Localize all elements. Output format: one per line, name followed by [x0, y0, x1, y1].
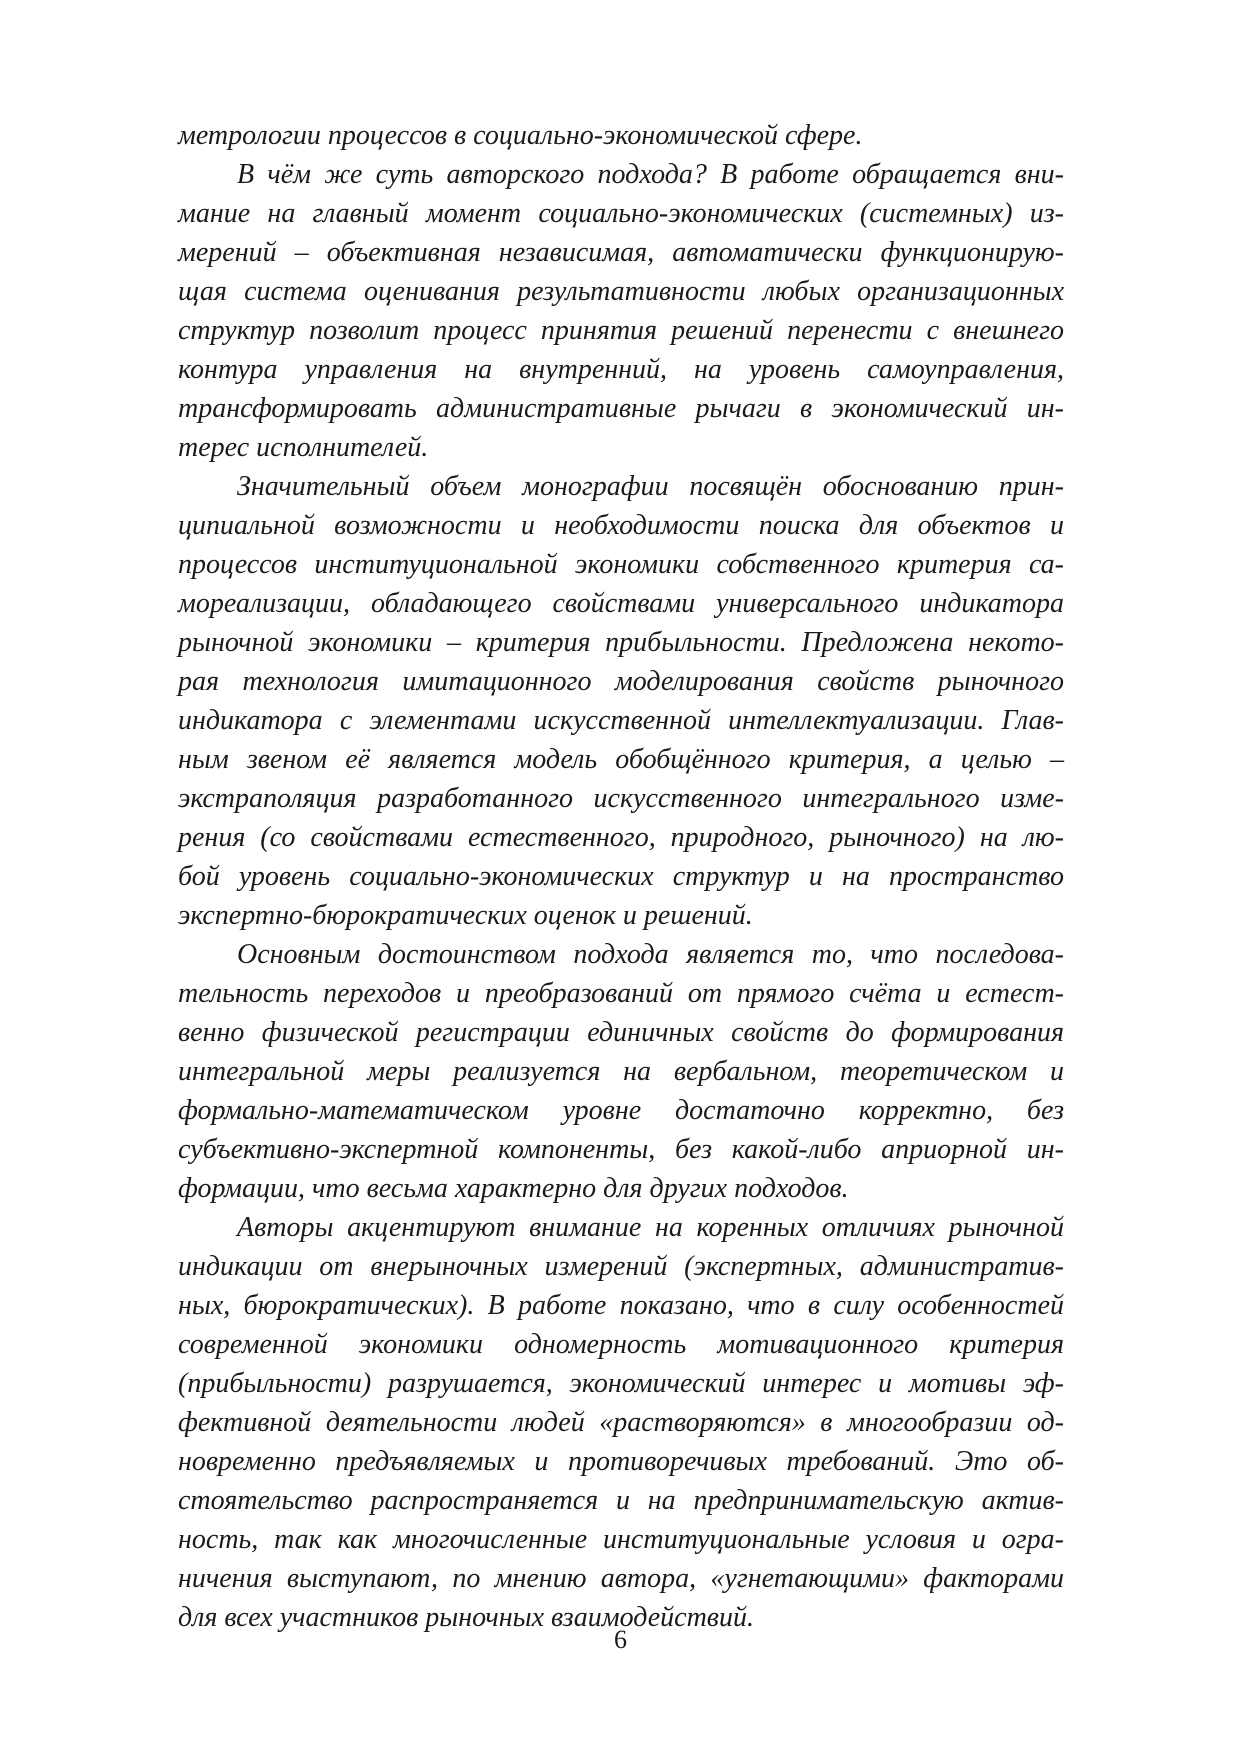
text-line: ничения выступают, по мнению автора, «угнетающими» факторами — [178, 1563, 1064, 1594]
text-line: фективной деятельности людей «растворяются» в многообразии од- — [178, 1407, 1064, 1438]
text-line: мореализации, обладающего свойствами универсального индикатора — [178, 588, 1064, 619]
text-line: формально-математическом уровне достаточно корректно, без — [178, 1095, 1064, 1126]
page-number: 6 — [614, 1625, 627, 1654]
text-line: мерений – объективная независимая, автоматически функционирую- — [178, 237, 1064, 268]
text-line: рая технология имитационного моделирования свойств рыночного — [178, 666, 1064, 697]
text-line: Основным достоинством подхода является то, что последова- — [237, 939, 1064, 970]
text-line: рения (со свойствами естественного, природного, рыночного) на лю- — [178, 822, 1064, 853]
text-line: интегральной меры реализуется на вербальном, теоретическом и — [178, 1056, 1064, 1087]
text-line: новременно предъявляемых и противоречивых требований. Это об- — [178, 1446, 1064, 1477]
text-line: экспертно-бюрократических оценок и решений. — [178, 900, 753, 931]
text-line: формации, что весьма характерно для других подходов. — [178, 1173, 849, 1204]
text-line: индикации от внерыночных измерений (экспертных, административ- — [178, 1251, 1064, 1282]
text-line: ципиальной возможности и необходимости поиска для объектов и — [178, 510, 1064, 541]
text-line: стоятельство распространяется и на предпринимательскую актив- — [178, 1485, 1064, 1516]
text-line: терес исполнителей. — [178, 432, 429, 463]
text-line: Авторы акцентируют внимание на коренных отличиях рыночной — [237, 1212, 1064, 1243]
text-line: индикатора с элементами искусственной интеллектуализации. Глав- — [178, 705, 1064, 736]
body-text — [178, 116, 1064, 1637]
text-line: экстраполяция разработанного искусственного интегрального изме- — [178, 783, 1064, 814]
text-line: контура управления на внутренний, на уровень самоуправления, — [178, 354, 1064, 385]
text-line: ность, так как многочисленные институциональные условия и огра- — [178, 1524, 1064, 1555]
text-line: субъективно-экспертной компоненты, без какой-либо априорной ин- — [178, 1134, 1064, 1165]
text-line: Значительный объем монографии посвящён обоснованию прин- — [237, 471, 1064, 502]
text-line: процессов институциональной экономики собственного критерия са- — [178, 549, 1064, 580]
text-line: для всех участников рыночных взаимодействий. — [178, 1602, 754, 1633]
text-line: ных, бюрократических). В работе показано, что в силу особенностей — [178, 1290, 1064, 1321]
text-line: тельность переходов и преобразований от прямого счёта и естест- — [178, 978, 1064, 1009]
text-line: венно физической регистрации единичных свойств до формирования — [178, 1017, 1064, 1048]
text-line: современной экономики одномерность мотивационного критерия — [178, 1329, 1064, 1360]
text-line: мание на главный момент социально-экономических (системных) из- — [178, 198, 1064, 229]
text-line: бой уровень социально-экономических структур и на пространство — [178, 861, 1064, 892]
text-line: рыночной экономики – критерия прибыльности. Предложена некото- — [178, 627, 1064, 658]
text-line: В чём же суть авторского подхода? В работе обращается вни- — [237, 159, 1064, 190]
text-line: структур позволит процесс принятия решений перенести с внешнего — [178, 315, 1064, 346]
text-line: щая система оценивания результативности любых организационных — [178, 276, 1064, 307]
text-line: трансформировать административные рычаги в экономический ин- — [178, 393, 1064, 424]
text-line: метрологии процессов в социально-экономической сфере. — [178, 120, 863, 151]
text-line: (прибыльности) разрушается, экономический интерес и мотивы эф- — [178, 1368, 1064, 1399]
text-line: ным звеном её является модель обобщённого критерия, а целью – — [178, 744, 1064, 775]
